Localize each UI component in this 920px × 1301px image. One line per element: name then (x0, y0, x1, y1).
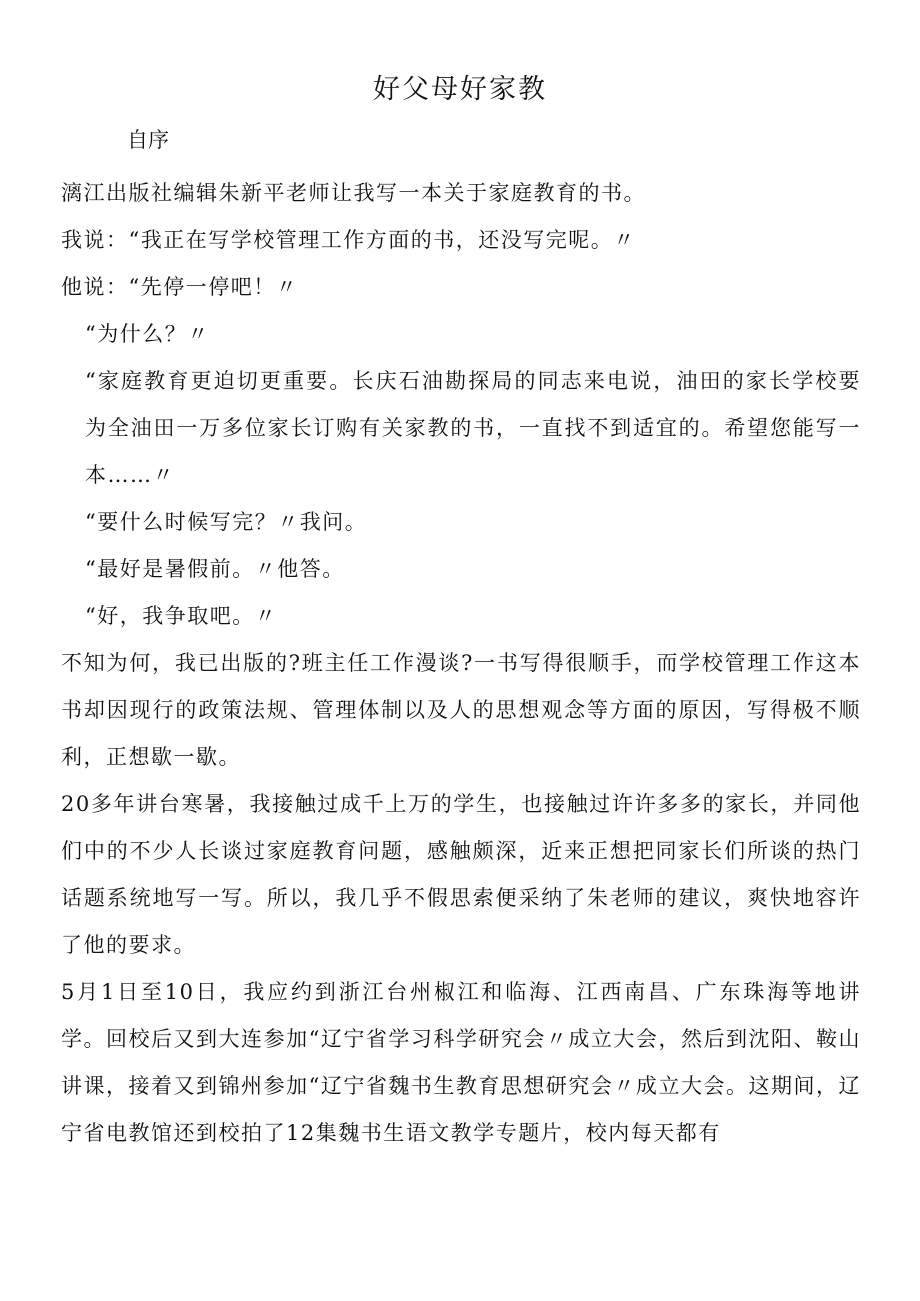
paragraph: “好，我争取吧。〃 (85, 604, 278, 628)
paragraph: 5月1日至10日，我应约到浙江台州椒江和临海、江西南昌、广东珠海等地讲学。回校后又到大连参加“辽宁省学习科学研究会〃成立大会，然后到沈阳、鞍山讲课，接着又到锦州参加“辽宁省魏书生教育思想研究会〃成立大会。这期间，辽宁省电教馆还到校拍了12集魏书生语文教学专题片，校内每天都有 (61, 980, 861, 1145)
document-title: 好父母好家教 (373, 74, 547, 105)
paragraph: “家庭教育更迫切更重要。长庆石油勘探局的同志来电说，油田的家长学校要为全油田一万多位家长订购有关家教的书，一直找不到适宜的。希望您能写一本……〃 (85, 369, 861, 487)
paragraph: 我说：“我正在写学校管理工作方面的书，还没写完呢。〃 (61, 228, 636, 252)
paragraph: 他说：“先停一停吧！〃 (61, 275, 299, 299)
paragraph: “最好是暑假前。〃他答。 (85, 557, 345, 581)
paragraph: “要什么时候写完？〃我问。 (85, 510, 368, 534)
paragraph: 20多年讲台寒暑，我接触过成千上万的学生，也接触过许许多多的家长，并同他们中的不少人长谈过家庭教育问题，感触颇深，近来正想把同家长们所谈的热门话题系统地写一写。所以，我几乎不假思索便采纳了朱老师的建议，爽快地容许了他的要求。 (61, 792, 861, 957)
document-subtitle: 自序 (127, 128, 169, 152)
paragraph: 不知为何，我已出版的?班主任工作漫谈?一书写得很顺手，而学校管理工作这本书却因现行的政策法规、管理体制以及人的思想观念等方面的原因，写得极不顺利，正想歇一歇。 (61, 651, 861, 769)
paragraph: “为什么？〃 (85, 322, 210, 346)
document-body (61, 170, 861, 1157)
paragraph: 漓江出版社编辑朱新平老师让我写一本关于家庭教育的书。 (61, 181, 646, 205)
